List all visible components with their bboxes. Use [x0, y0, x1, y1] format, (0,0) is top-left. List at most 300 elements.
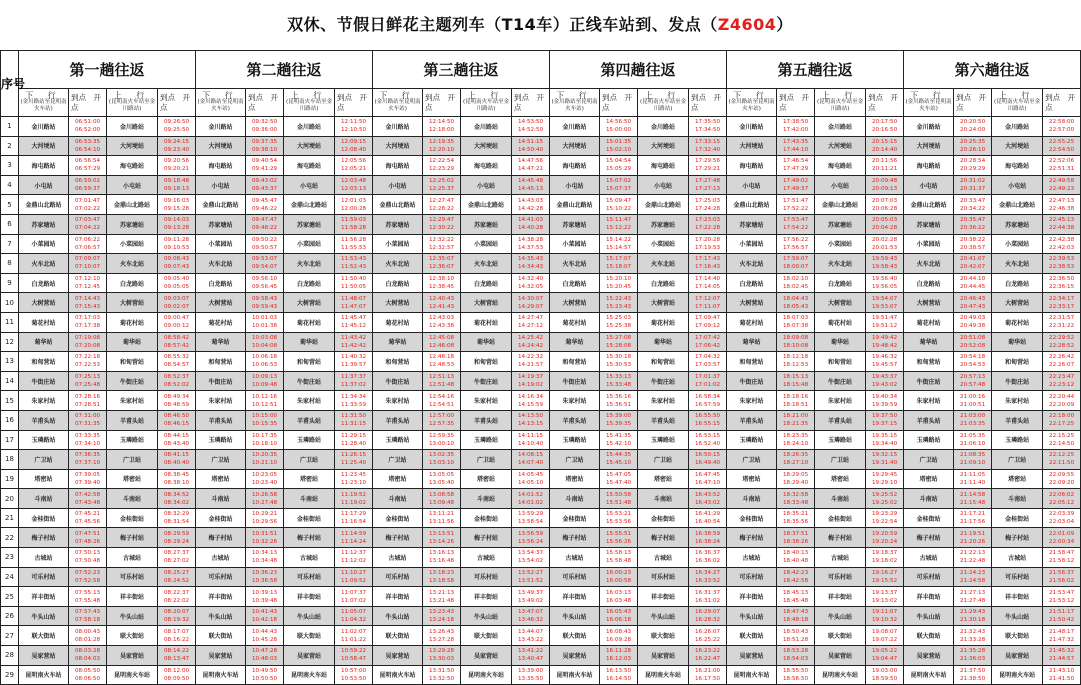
down-time-cell [423, 548, 461, 568]
time-top: 14:43:03 [517, 197, 544, 204]
time-top: 09:37:35 [251, 138, 278, 145]
time-bottom: 11:14:24 [340, 538, 367, 545]
time-bottom: 15:33:48 [605, 382, 632, 389]
time-top: 19:20:59 [872, 530, 898, 537]
down-time-cell [954, 450, 992, 470]
up-station-name: 朱家村站 [638, 391, 689, 411]
time-top: 08:05:50 [74, 667, 101, 674]
time-bottom: 17:01:02 [694, 382, 721, 389]
down-time-cell [246, 450, 284, 470]
up-station-name: 小菜园站 [638, 234, 689, 254]
time-top: 12:27:47 [428, 197, 455, 204]
title-text: 双休、节假日鲜花主题列车（T14车）正线车站到、发点（ [287, 15, 718, 34]
down-station-name: 朱家村站 [373, 391, 423, 411]
arrive-depart-label: 到点 开点 [160, 92, 190, 112]
table-row [1, 273, 1081, 293]
down-station-name: 大树营站 [550, 293, 600, 313]
time-top: 08:22:37 [163, 589, 190, 596]
row-number: 8 [1, 254, 19, 274]
time-bottom: 20:29:29 [960, 166, 986, 173]
down-station-name: 可乐村站 [373, 567, 423, 587]
down-direction-header [373, 89, 423, 117]
time-bottom: 15:58:48 [605, 558, 632, 565]
up-station-name: 菊花村站 [992, 312, 1043, 332]
down-station-name: 苏家塘站 [550, 214, 600, 234]
up-station-name: 和甸营站 [107, 352, 158, 372]
time-top: 11:31:50 [340, 413, 367, 420]
up-label: 上 行 [821, 91, 859, 100]
up-station-name: 火车北站 [107, 254, 158, 274]
time-top: 07:50:13 [74, 550, 101, 557]
up-time-cell [512, 430, 550, 450]
down-time-cell [423, 606, 461, 626]
down-time-cell [600, 195, 638, 215]
time-bottom: 22:20:09 [1049, 401, 1075, 408]
time-bottom: 10:36:58 [251, 577, 278, 584]
up-time-cell [689, 293, 727, 313]
time-top: 14:16:34 [517, 393, 544, 400]
up-station-name: 金川路站 [815, 117, 866, 137]
down-time-cell [69, 391, 107, 411]
down-station-name: 金桂街站 [904, 508, 954, 528]
time-top: 15:53:21 [605, 511, 632, 518]
time-top: 08:17:07 [163, 628, 190, 635]
arrive-depart-header [1043, 89, 1081, 117]
up-label: 上 行 [290, 91, 328, 100]
down-station-name: 火车北站 [550, 254, 600, 274]
time-top: 18:02:10 [783, 276, 809, 283]
down-station-name: 广卫站 [550, 450, 600, 470]
up-station-name: 大河埂站 [992, 136, 1043, 156]
time-top: 15:14:22 [605, 236, 632, 243]
time-top: 22:03:39 [1049, 511, 1075, 518]
up-station-name: 玉璘路站 [284, 430, 335, 450]
time-top: 20:20:50 [960, 119, 986, 126]
time-bottom: 11:28:40 [340, 440, 367, 447]
time-top: 21:03:00 [960, 413, 986, 420]
row-number: 17 [1, 430, 19, 450]
down-time-cell [423, 117, 461, 137]
up-time-cell [512, 567, 550, 587]
up-time-cell [866, 391, 904, 411]
up-station-name: 白龙路站 [284, 273, 335, 293]
down-time-cell [69, 273, 107, 293]
time-top: 09:40:54 [251, 158, 278, 165]
time-top: 19:49:42 [872, 334, 898, 341]
trip-header-5: 第五趟往返 [727, 51, 904, 89]
down-time-cell [423, 371, 461, 391]
down-time-cell [954, 312, 992, 332]
up-station-name: 斗南站 [284, 489, 335, 509]
up-direction-header [992, 89, 1043, 117]
up-station-name: 和甸营站 [815, 352, 866, 372]
time-bottom: 20:31:37 [960, 186, 986, 193]
row-number: 6 [1, 214, 19, 234]
time-top: 10:31:51 [251, 530, 278, 537]
time-bottom: 12:25:37 [428, 186, 455, 193]
down-station-name: 金桂街站 [19, 508, 69, 528]
time-top: 20:35:47 [960, 217, 986, 224]
time-bottom: 12:20:10 [428, 146, 455, 153]
time-bottom: 18:15:48 [783, 382, 809, 389]
row-number: 29 [1, 665, 19, 685]
up-time-cell [866, 606, 904, 626]
time-top: 07:17:03 [74, 315, 101, 322]
table-row [1, 606, 1081, 626]
down-station-name: 白龙路站 [727, 273, 777, 293]
time-top: 17:17:43 [694, 256, 721, 263]
up-station-name: 梅子村站 [461, 528, 512, 548]
down-station-name: 和甸营站 [373, 352, 423, 372]
down-time-cell [246, 234, 284, 254]
up-time-cell [866, 195, 904, 215]
time-bottom: 20:04:28 [872, 225, 898, 232]
arrive-depart-label: 到点 开点 [779, 92, 810, 112]
up-time-cell [158, 273, 196, 293]
down-station-name: 小屯站 [550, 175, 600, 195]
time-top: 07:22:18 [74, 354, 101, 361]
time-bottom: 20:01:53 [872, 244, 898, 251]
row-number: 5 [1, 195, 19, 215]
time-bottom: 10:04:08 [251, 342, 278, 349]
time-top: 06:51:00 [74, 119, 101, 126]
up-station-name: 联大街站 [284, 626, 335, 646]
down-station-name: 大树营站 [196, 293, 246, 313]
up-station-name: 小屯站 [992, 175, 1043, 195]
time-top: 16:43:52 [694, 491, 721, 498]
time-top: 11:23:45 [340, 471, 367, 478]
time-bottom: 10:39:48 [251, 597, 278, 604]
up-time-cell [158, 156, 196, 176]
down-station-name: 大树营站 [373, 293, 423, 313]
up-time-cell [689, 254, 727, 274]
down-station-name: 斗南站 [196, 489, 246, 509]
down-station-name: 牛头山站 [19, 606, 69, 626]
up-time-cell [158, 371, 196, 391]
time-top: 12:38:10 [428, 276, 455, 283]
down-time-cell [69, 214, 107, 234]
up-time-cell [158, 195, 196, 215]
time-top: 14:01:52 [517, 491, 544, 498]
down-time-cell [600, 665, 638, 685]
time-top: 19:23:29 [872, 511, 898, 518]
time-top: 22:26:42 [1049, 354, 1075, 361]
down-time-cell [69, 352, 107, 372]
down-time-cell [69, 567, 107, 587]
up-station-name: 昆明南火车站 [638, 665, 689, 685]
time-top: 10:41:43 [251, 609, 278, 616]
up-time-cell [512, 273, 550, 293]
time-bottom: 08:46:15 [163, 421, 190, 428]
down-time-cell [954, 136, 992, 156]
time-bottom: 15:47:40 [605, 479, 632, 486]
arrive-depart-label: 到点 开点 [602, 92, 633, 112]
down-time-cell [246, 587, 284, 607]
up-time-cell [158, 567, 196, 587]
time-bottom: 11:39:57 [340, 362, 367, 369]
time-top: 08:49:34 [163, 393, 190, 400]
time-bottom: 09:00:12 [163, 323, 190, 330]
time-bottom: 20:49:38 [960, 323, 986, 330]
time-bottom: 21:56:02 [1049, 577, 1075, 584]
down-station-name: 梅子村站 [196, 528, 246, 548]
time-top: 21:45:32 [1049, 648, 1075, 655]
time-bottom: 20:24:00 [960, 127, 986, 134]
time-top: 19:35:15 [872, 432, 898, 439]
down-station-name: 金川路站 [727, 117, 777, 137]
down-time-cell [777, 469, 815, 489]
time-top: 10:49:50 [251, 667, 278, 674]
down-time-cell [777, 410, 815, 430]
arrive-depart-label: 到点 开点 [868, 92, 899, 112]
up-time-cell [689, 469, 727, 489]
up-time-cell [1043, 587, 1081, 607]
up-time-cell [512, 606, 550, 626]
down-time-cell [246, 293, 284, 313]
time-top: 21:11:05 [960, 471, 986, 478]
time-top: 06:53:35 [74, 138, 101, 145]
time-bottom: 08:57:42 [163, 342, 190, 349]
down-time-cell [777, 587, 815, 607]
time-bottom: 13:00:10 [428, 440, 455, 447]
down-time-cell [777, 254, 815, 274]
up-station-name: 塔密站 [461, 469, 512, 489]
time-top: 20:11:56 [872, 158, 898, 165]
up-time-cell [689, 548, 727, 568]
time-top: 06:56:54 [74, 158, 101, 165]
time-top: 21:29:43 [960, 609, 986, 616]
up-station-name: 牛头山站 [815, 606, 866, 626]
down-station-name: 菊花村站 [550, 312, 600, 332]
down-time-cell [423, 273, 461, 293]
time-top: 12:09:15 [340, 138, 367, 145]
time-top: 11:14:59 [340, 530, 367, 537]
time-bottom: 21:36:03 [960, 656, 986, 663]
up-station-name: 斗南站 [461, 489, 512, 509]
up-station-name: 金桂街站 [107, 508, 158, 528]
time-bottom: 20:16:50 [872, 127, 898, 134]
up-station-name: 大河埂站 [638, 136, 689, 156]
time-bottom: 07:52:58 [74, 577, 101, 584]
down-station-name: 可乐村站 [19, 567, 69, 587]
up-station-name: 古城站 [638, 548, 689, 568]
up-time-cell [158, 214, 196, 234]
arrive-depart-header [954, 89, 992, 117]
time-top: 19:32:15 [872, 452, 898, 459]
up-time-cell [866, 548, 904, 568]
time-bottom: 12:51:48 [428, 382, 455, 389]
up-station-name: 祥丰街站 [992, 587, 1043, 607]
up-station-name: 古城站 [284, 548, 335, 568]
time-top: 07:06:22 [74, 236, 101, 243]
down-station-name: 朱家村站 [19, 391, 69, 411]
time-top: 09:00:47 [163, 315, 190, 322]
time-bottom: 14:07:40 [517, 460, 544, 467]
time-bottom: 13:43:22 [517, 636, 544, 643]
down-station-name: 菊华站 [373, 332, 423, 352]
up-station-name: 金鼎山北路站 [107, 195, 158, 215]
down-time-cell [954, 489, 992, 509]
down-station-name: 可乐村站 [550, 567, 600, 587]
down-time-cell [246, 136, 284, 156]
time-top: 21:14:58 [960, 491, 986, 498]
up-time-cell [689, 117, 727, 137]
down-station-name: 金鼎山北路站 [19, 195, 69, 215]
time-top: 12:22:54 [428, 158, 455, 165]
time-bottom: 20:47:43 [960, 303, 986, 310]
time-bottom: 18:12:53 [783, 362, 809, 369]
down-station-name: 联大街站 [904, 626, 954, 646]
time-bottom: 20:42:07 [960, 264, 986, 271]
time-top: 14:32:40 [517, 276, 544, 283]
up-time-cell [512, 665, 550, 685]
time-top: 12:43:03 [428, 315, 455, 322]
up-time-cell [512, 489, 550, 509]
up-station-name: 祥丰街站 [284, 587, 335, 607]
down-time-cell [246, 646, 284, 666]
up-station-name: 菊华站 [461, 332, 512, 352]
time-top: 13:29:28 [428, 648, 455, 655]
arrive-depart-header [69, 89, 107, 117]
up-time-cell [866, 234, 904, 254]
time-bottom: 18:38:26 [783, 538, 809, 545]
down-station-name: 金川路站 [196, 117, 246, 137]
time-top: 15:27:08 [605, 334, 632, 341]
up-time-cell [335, 489, 373, 509]
up-time-cell [866, 410, 904, 430]
down-station-name: 小菜园站 [19, 234, 69, 254]
row-number: 19 [1, 469, 19, 489]
time-top: 19:25:52 [872, 491, 898, 498]
up-time-cell [1043, 312, 1081, 332]
time-top: 06:59:02 [74, 178, 101, 185]
time-top: 17:07:42 [694, 334, 721, 341]
time-bottom: 09:59:43 [251, 303, 278, 310]
time-bottom: 17:52:22 [783, 205, 809, 212]
up-station-name: 吴家营站 [815, 646, 866, 666]
time-top: 14:05:45 [517, 471, 544, 478]
up-note: (昆明南火车站至金川路站) [462, 99, 510, 112]
time-top: 11:05:07 [340, 609, 367, 616]
up-station-name: 联大街站 [815, 626, 866, 646]
down-station-name: 塔密站 [196, 469, 246, 489]
time-top: 14:30:07 [517, 295, 544, 302]
time-top: 16:21:00 [694, 667, 721, 674]
up-time-cell [158, 352, 196, 372]
down-station-name: 吴家营站 [19, 646, 69, 666]
up-time-cell [1043, 254, 1081, 274]
row-number: 25 [1, 587, 19, 607]
down-time-cell [600, 312, 638, 332]
time-bottom: 19:43:02 [872, 382, 898, 389]
up-station-name: 小菜园站 [992, 234, 1043, 254]
time-top: 12:25:02 [428, 178, 455, 185]
time-top: 18:26:35 [783, 452, 809, 459]
down-station-name: 羊甫头站 [550, 410, 600, 430]
down-station-name: 菊花村站 [19, 312, 69, 332]
down-station-name: 玉璘路站 [550, 430, 600, 450]
down-time-cell [777, 234, 815, 254]
time-bottom: 17:47:29 [783, 166, 809, 173]
time-top: 22:06:02 [1049, 491, 1075, 498]
up-station-name: 昆明南火车站 [461, 665, 512, 685]
down-time-cell [600, 508, 638, 528]
time-top: 17:01:37 [694, 374, 721, 381]
time-bottom: 22:00:34 [1049, 538, 1075, 545]
time-bottom: 17:34:50 [694, 127, 721, 134]
down-time-cell [954, 567, 992, 587]
time-bottom: 10:42:18 [251, 617, 278, 624]
up-time-cell [335, 548, 373, 568]
time-top: 09:56:10 [251, 276, 278, 283]
up-time-cell [335, 117, 373, 137]
time-bottom: 22:49:23 [1049, 186, 1075, 193]
time-top: 14:19:37 [517, 374, 544, 381]
time-bottom: 09:20:21 [163, 166, 190, 173]
time-top: 16:53:15 [694, 432, 721, 439]
time-bottom: 12:18:00 [428, 127, 455, 134]
down-time-cell [600, 234, 638, 254]
time-bottom: 15:30:53 [605, 362, 632, 369]
time-top: 11:43:42 [340, 334, 367, 341]
up-direction-header [107, 89, 158, 117]
time-bottom: 11:55:53 [340, 244, 367, 251]
time-bottom: 12:54:51 [428, 401, 455, 408]
up-time-cell [1043, 646, 1081, 666]
up-time-cell [512, 410, 550, 430]
time-top: 17:23:03 [694, 217, 721, 224]
up-time-cell [689, 175, 727, 195]
time-top: 16:23:22 [694, 648, 721, 655]
time-bottom: 13:16:48 [428, 558, 455, 565]
time-bottom: 21:15:48 [960, 499, 986, 506]
down-time-cell [69, 528, 107, 548]
down-time-cell [954, 293, 992, 313]
time-bottom: 19:10:32 [872, 617, 898, 624]
down-time-cell [423, 195, 461, 215]
time-bottom: 08:04:03 [74, 656, 101, 663]
down-time-cell [423, 175, 461, 195]
down-station-name: 可乐村站 [196, 567, 246, 587]
time-top: 16:08:43 [605, 628, 632, 635]
time-bottom: 09:10:53 [163, 244, 190, 251]
time-top: 18:09:08 [783, 334, 809, 341]
down-time-cell [600, 567, 638, 587]
time-top: 16:41:29 [694, 511, 721, 518]
time-top: 09:24:15 [163, 138, 190, 145]
up-time-cell [335, 175, 373, 195]
time-bottom: 18:40:48 [783, 558, 809, 565]
up-time-cell [335, 293, 373, 313]
down-station-name: 小屯站 [196, 175, 246, 195]
down-station-name: 广卫站 [196, 450, 246, 470]
row-number: 27 [1, 626, 19, 646]
up-station-name: 和甸营站 [461, 352, 512, 372]
up-time-cell [1043, 371, 1081, 391]
down-station-name: 古城站 [727, 548, 777, 568]
time-top: 22:42:38 [1049, 236, 1075, 243]
time-bottom: 18:21:35 [783, 421, 809, 428]
time-bottom: 19:56:05 [872, 284, 898, 291]
time-top: 18:18:16 [783, 393, 809, 400]
time-top: 10:39:13 [251, 589, 278, 596]
time-bottom: 08:52:02 [163, 382, 190, 389]
down-time-cell [600, 587, 638, 607]
time-bottom: 19:07:22 [872, 636, 898, 643]
up-station-name: 羊甫头站 [815, 410, 866, 430]
up-time-cell [158, 332, 196, 352]
arrive-depart-header [512, 89, 550, 117]
